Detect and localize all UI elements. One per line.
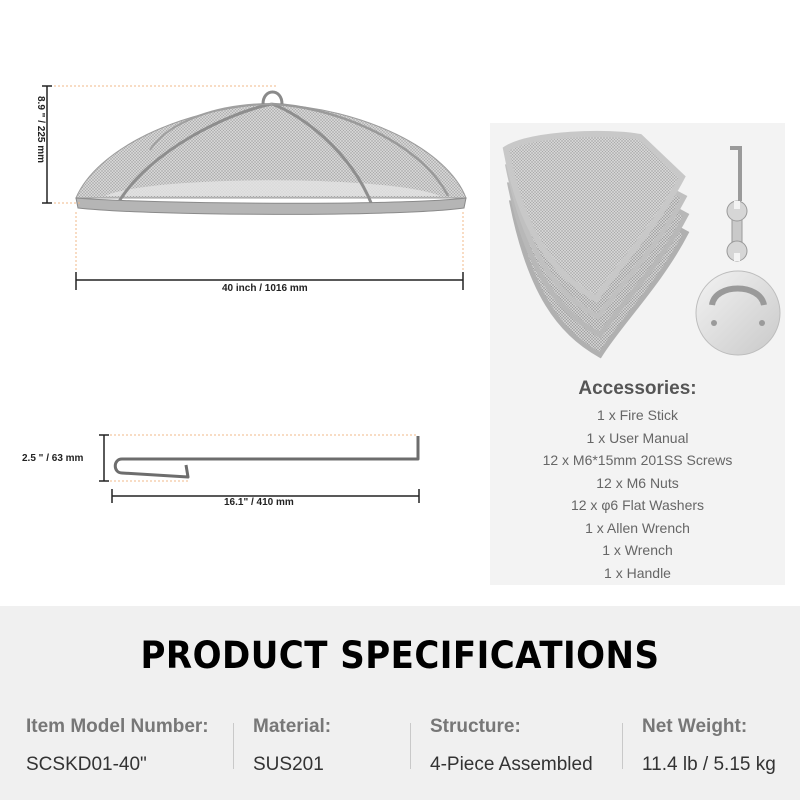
dome-height-label: 8.9 " / 225 mm [35,96,46,164]
accessories-list [490,404,785,584]
stick-length-label: 16.1" / 410 mm [224,497,294,508]
list-item: 12 x M6*15mm 201SS Screws [542,452,733,468]
stick-height-label: 2.5 " / 63 mm [22,453,84,464]
list-item: 1 x Handle [604,564,671,581]
spec-value: 11.4 lb / 5.15 kg [642,754,776,775]
list-item: 12 x M6 Nuts [596,474,679,491]
spec-label: Net Weight: [642,716,748,737]
spec-structure [430,716,593,776]
divider [410,723,411,769]
spec-value: 4-Piece Assembled [430,754,593,775]
wrench-icon [727,201,747,261]
list-item: 1 x Allen Wrench [585,519,690,536]
divider [622,723,623,769]
spec-net-weight [642,716,776,776]
spec-value: SUS201 [253,754,324,775]
list-item: 1 x Fire Stick [597,407,678,423]
list-item: 12 x φ6 Flat Washers [570,497,705,513]
divider [233,723,234,769]
spec-material [253,716,331,776]
spec-value: SCSKD01-40" [26,754,147,775]
handle-plate-icon [696,271,780,355]
accessories-panel [490,123,785,585]
product-specifications-section [0,606,800,800]
accessories-title: Accessories: [578,378,697,399]
spec-label: Structure: [430,716,521,737]
dome-width-label: 40 inch / 1016 mm [222,283,308,294]
page-title: PRODUCT SPECIFICATIONS [140,634,660,677]
list-item: 1 x User Manual [586,429,689,446]
spec-model-number [26,716,209,776]
list-item: 1 x Wrench [602,542,673,558]
allen-wrench-icon [730,148,740,201]
accessories-image [490,123,785,373]
mesh-panels-icon [506,134,686,355]
spec-label: Material: [253,716,332,737]
spec-label: Item Model Number: [26,716,209,737]
